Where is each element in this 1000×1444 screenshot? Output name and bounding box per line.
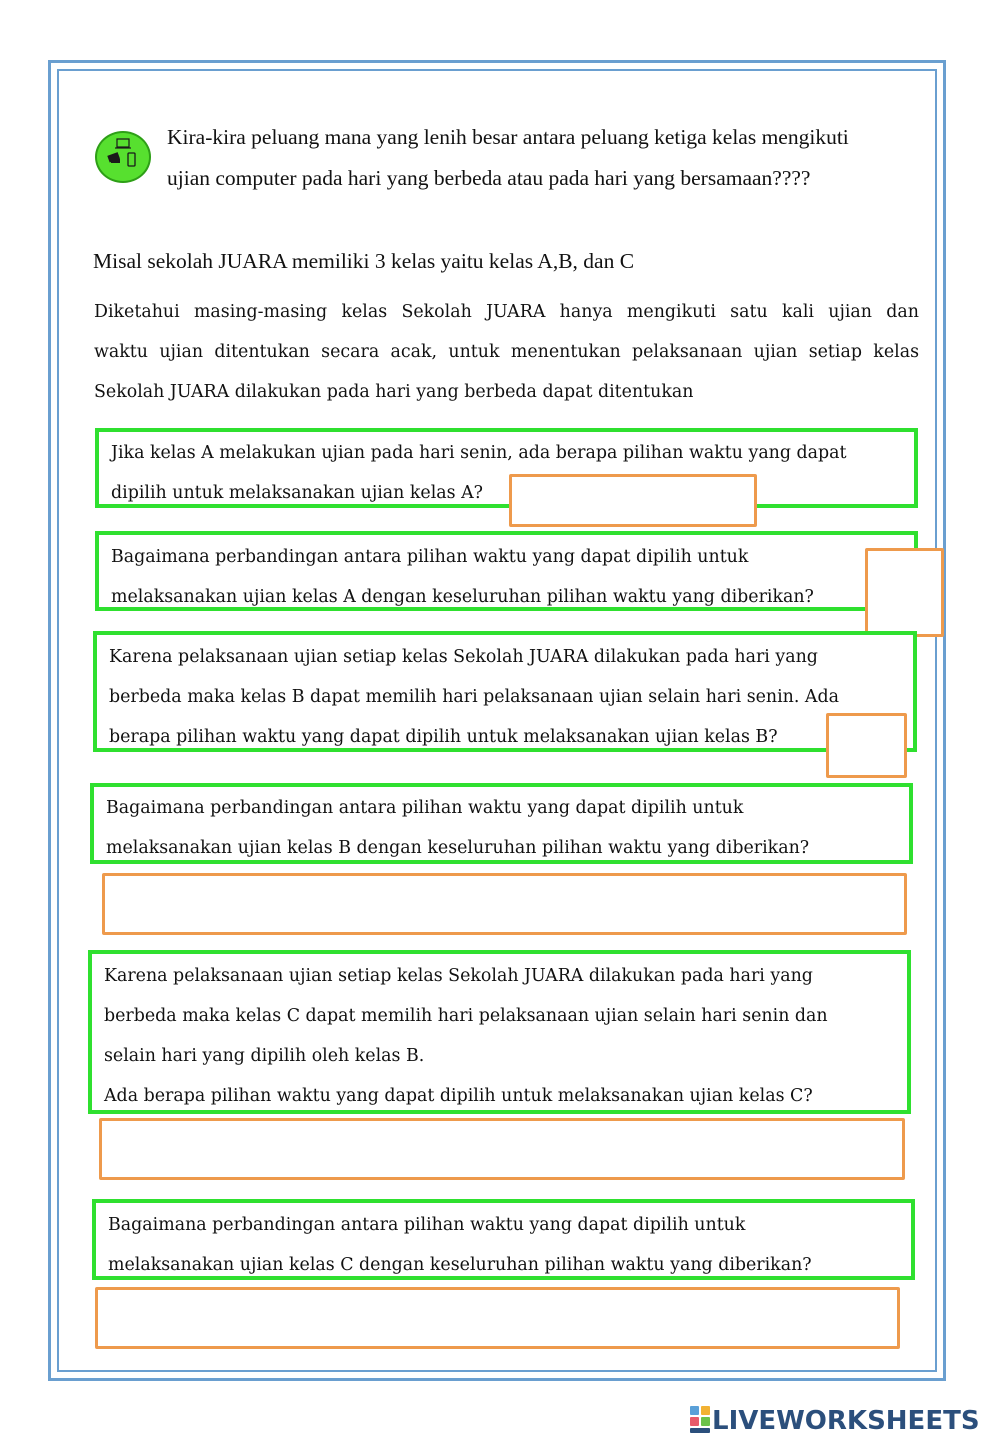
brand-name: LIVEWORKSHEETS: [712, 1406, 980, 1436]
answer-input-1[interactable]: [509, 474, 757, 527]
question-5-line-3: selain hari yang dipilih oleh kelas B.: [104, 1046, 425, 1066]
intro-line-1: Kira-kira peluang mana yang lenih besar antara peluang ketiga kelas mengikuti: [167, 125, 849, 149]
question-text-4: [106, 788, 809, 868]
paragraph-line-2: waktu ujian ditentukan secara acak, untuk menentukan pelaksanaan ujian setiap kelas: [94, 342, 919, 362]
liveworksheets-icon: [690, 1406, 712, 1434]
question-2-line-1: Bagaimana perbandingan antara pilihan waktu yang dapat dipilih untuk: [111, 547, 749, 567]
question-text-3: [109, 637, 839, 757]
question-5-line-2: berbeda maka kelas C dapat memilih hari pelaksanaan ujian selain hari senin dan: [104, 1006, 828, 1026]
question-3-line-3: berapa pilihan waktu yang dapat dipilih untuk melaksanakan ujian kelas B?: [109, 727, 778, 747]
answer-input-6[interactable]: [95, 1287, 900, 1349]
answer-input-4[interactable]: [102, 873, 907, 935]
question-4-line-1: Bagaimana perbandingan antara pilihan waktu yang dapat dipilih untuk: [106, 798, 744, 818]
question-5-line-1: Karena pelaksanaan ujian setiap kelas Sekolah JUARA dilakukan pada hari yang: [104, 966, 813, 986]
question-5-line-4: Ada berapa pilihan waktu yang dapat dipilih untuk melaksanakan ujian kelas C?: [104, 1086, 813, 1106]
intro-question: [167, 117, 937, 199]
paragraph-line-3: Sekolah JUARA dilakukan pada hari yang berbeda dapat ditentukan: [94, 382, 694, 402]
question-2-line-2: melaksanakan ujian kelas A dengan keseluruhan pilihan waktu yang diberikan?: [111, 587, 814, 607]
question-text-5: [104, 956, 828, 1116]
question-6-line-2: melaksanakan ujian kelas C dengan keseluruhan pilihan waktu yang diberikan?: [108, 1255, 812, 1275]
answer-input-5[interactable]: [99, 1118, 905, 1180]
computer-phone-icon: [95, 131, 151, 183]
answer-input-2[interactable]: [865, 548, 944, 637]
question-3-line-1: Karena pelaksanaan ujian setiap kelas Sekolah JUARA dilakukan pada hari yang: [109, 647, 818, 667]
liveworksheets-logo[interactable]: [690, 1403, 990, 1439]
question-1-line-1: Jika kelas A melakukan ujian pada hari senin, ada berapa pilihan waktu yang dapat: [111, 443, 847, 463]
question-text-6: [108, 1205, 812, 1285]
question-text-2: [111, 537, 814, 617]
setup-line: Misal sekolah JUARA memiliki 3 kelas yaitu kelas A,B, dan C: [93, 249, 635, 273]
question-3-line-2: berbeda maka kelas B dapat memilih hari pelaksanaan ujian selain hari senin. Ada: [109, 687, 839, 707]
intro-line-2: ujian computer pada hari yang berbeda atau pada hari yang bersamaan????: [167, 166, 811, 190]
context-paragraph: [94, 292, 919, 412]
paragraph-line-1: Diketahui masing-masing kelas Sekolah JUARA hanya mengikuti satu kali ujian dan: [94, 302, 919, 322]
question-6-line-1: Bagaimana perbandingan antara pilihan waktu yang dapat dipilih untuk: [108, 1215, 746, 1235]
answer-input-3[interactable]: [826, 713, 907, 778]
question-1-line-2: dipilih untuk melaksanakan ujian kelas A?: [111, 483, 483, 503]
question-4-line-2: melaksanakan ujian kelas B dengan keseluruhan pilihan waktu yang diberikan?: [106, 838, 810, 858]
